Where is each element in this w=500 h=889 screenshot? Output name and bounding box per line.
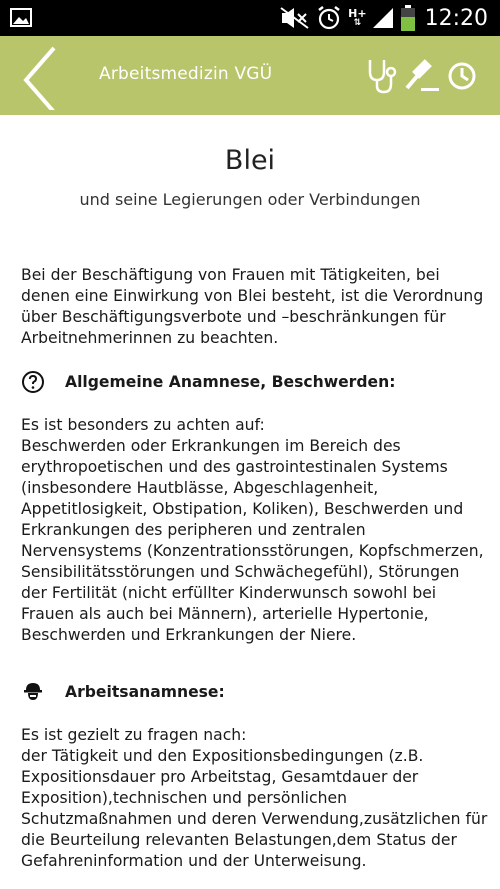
alarm-icon [316, 5, 342, 31]
section-body-anamnese: Es ist besonders zu achten auf: Beschwerden oder Erkrankungen im Bereich des erythropoetischen und des gastrointestinalen Systems (insbesondere Hautblässe, Abgeschlagenheit, Appetitlosigkeit, Obstipation, Koliken), Beschwerden und Erkrankungen des peripheren und zentralen Nervensystems (Konzentrationsstörungen, Kopfschmerzen, Sensibilitätsstörungen und Schwächegefühl), Störungen der Fertilität (nicht erfüllter Kinderwunsch sowohl bei Frauen als auch bei Männern), arterielle Hypertonie, Beschwerden und Erkrankungen der Niere. [21, 416, 484, 644]
section-heading-label: Arbeitsanamnese: [65, 683, 225, 701]
section-heading-anamnese [21, 370, 395, 394]
status-bar [0, 0, 500, 36]
app-title: Arbeitsmedizin VGÜ [99, 64, 273, 84]
mute-icon [280, 6, 310, 30]
app-bar [0, 36, 500, 115]
section-body-arbeitsanamnese: Es ist gezielt zu fragen nach: der Tätigkeit und den Expositionsbedingungen (z.B. Expositionsdauer pro Arbeitstag, Gesamtdauer der Exposition),technischen und persönlichen Schutzmaßnahmen und deren Verwendung,zusätzlichen für die Beurteilung relevanten Belastungen,dem Status der Gefahreninformation und der Unterweisung. [21, 726, 488, 870]
gallery-notification-icon [10, 8, 32, 27]
stethoscope-button[interactable] [362, 56, 402, 96]
question-circle-icon [21, 370, 45, 394]
law-button[interactable] [403, 56, 443, 96]
battery-icon [401, 5, 415, 31]
content-area[interactable] [0, 115, 500, 889]
status-time: 12:20 [424, 5, 488, 31]
section-heading-arbeitsanamnese [21, 680, 225, 704]
gavel-icon [403, 56, 443, 96]
worker-helmet-icon [21, 680, 45, 704]
section-heading-label: Allgemeine Anamnese, Beschwerden: [65, 373, 396, 391]
network-type: H+ ⇅ [348, 7, 367, 28]
chevron-left-icon [14, 42, 66, 110]
stethoscope-icon [362, 56, 402, 96]
page-title: Blei [224, 145, 276, 176]
intro-paragraph: Bei der Beschäftigung von Frauen mit Tätigkeiten, bei denen eine Einwirkung von Blei besteht, ist die Verordnung über Beschäftigungsverbote und –beschränkungen für Arbeitnehmerinnen zu beachten. [21, 266, 484, 347]
clock-icon [444, 56, 484, 96]
back-button[interactable] [14, 42, 66, 110]
signal-icon [371, 7, 395, 29]
history-button[interactable] [444, 56, 484, 96]
page-subtitle: und seine Legierungen oder Verbindungen [79, 190, 421, 209]
